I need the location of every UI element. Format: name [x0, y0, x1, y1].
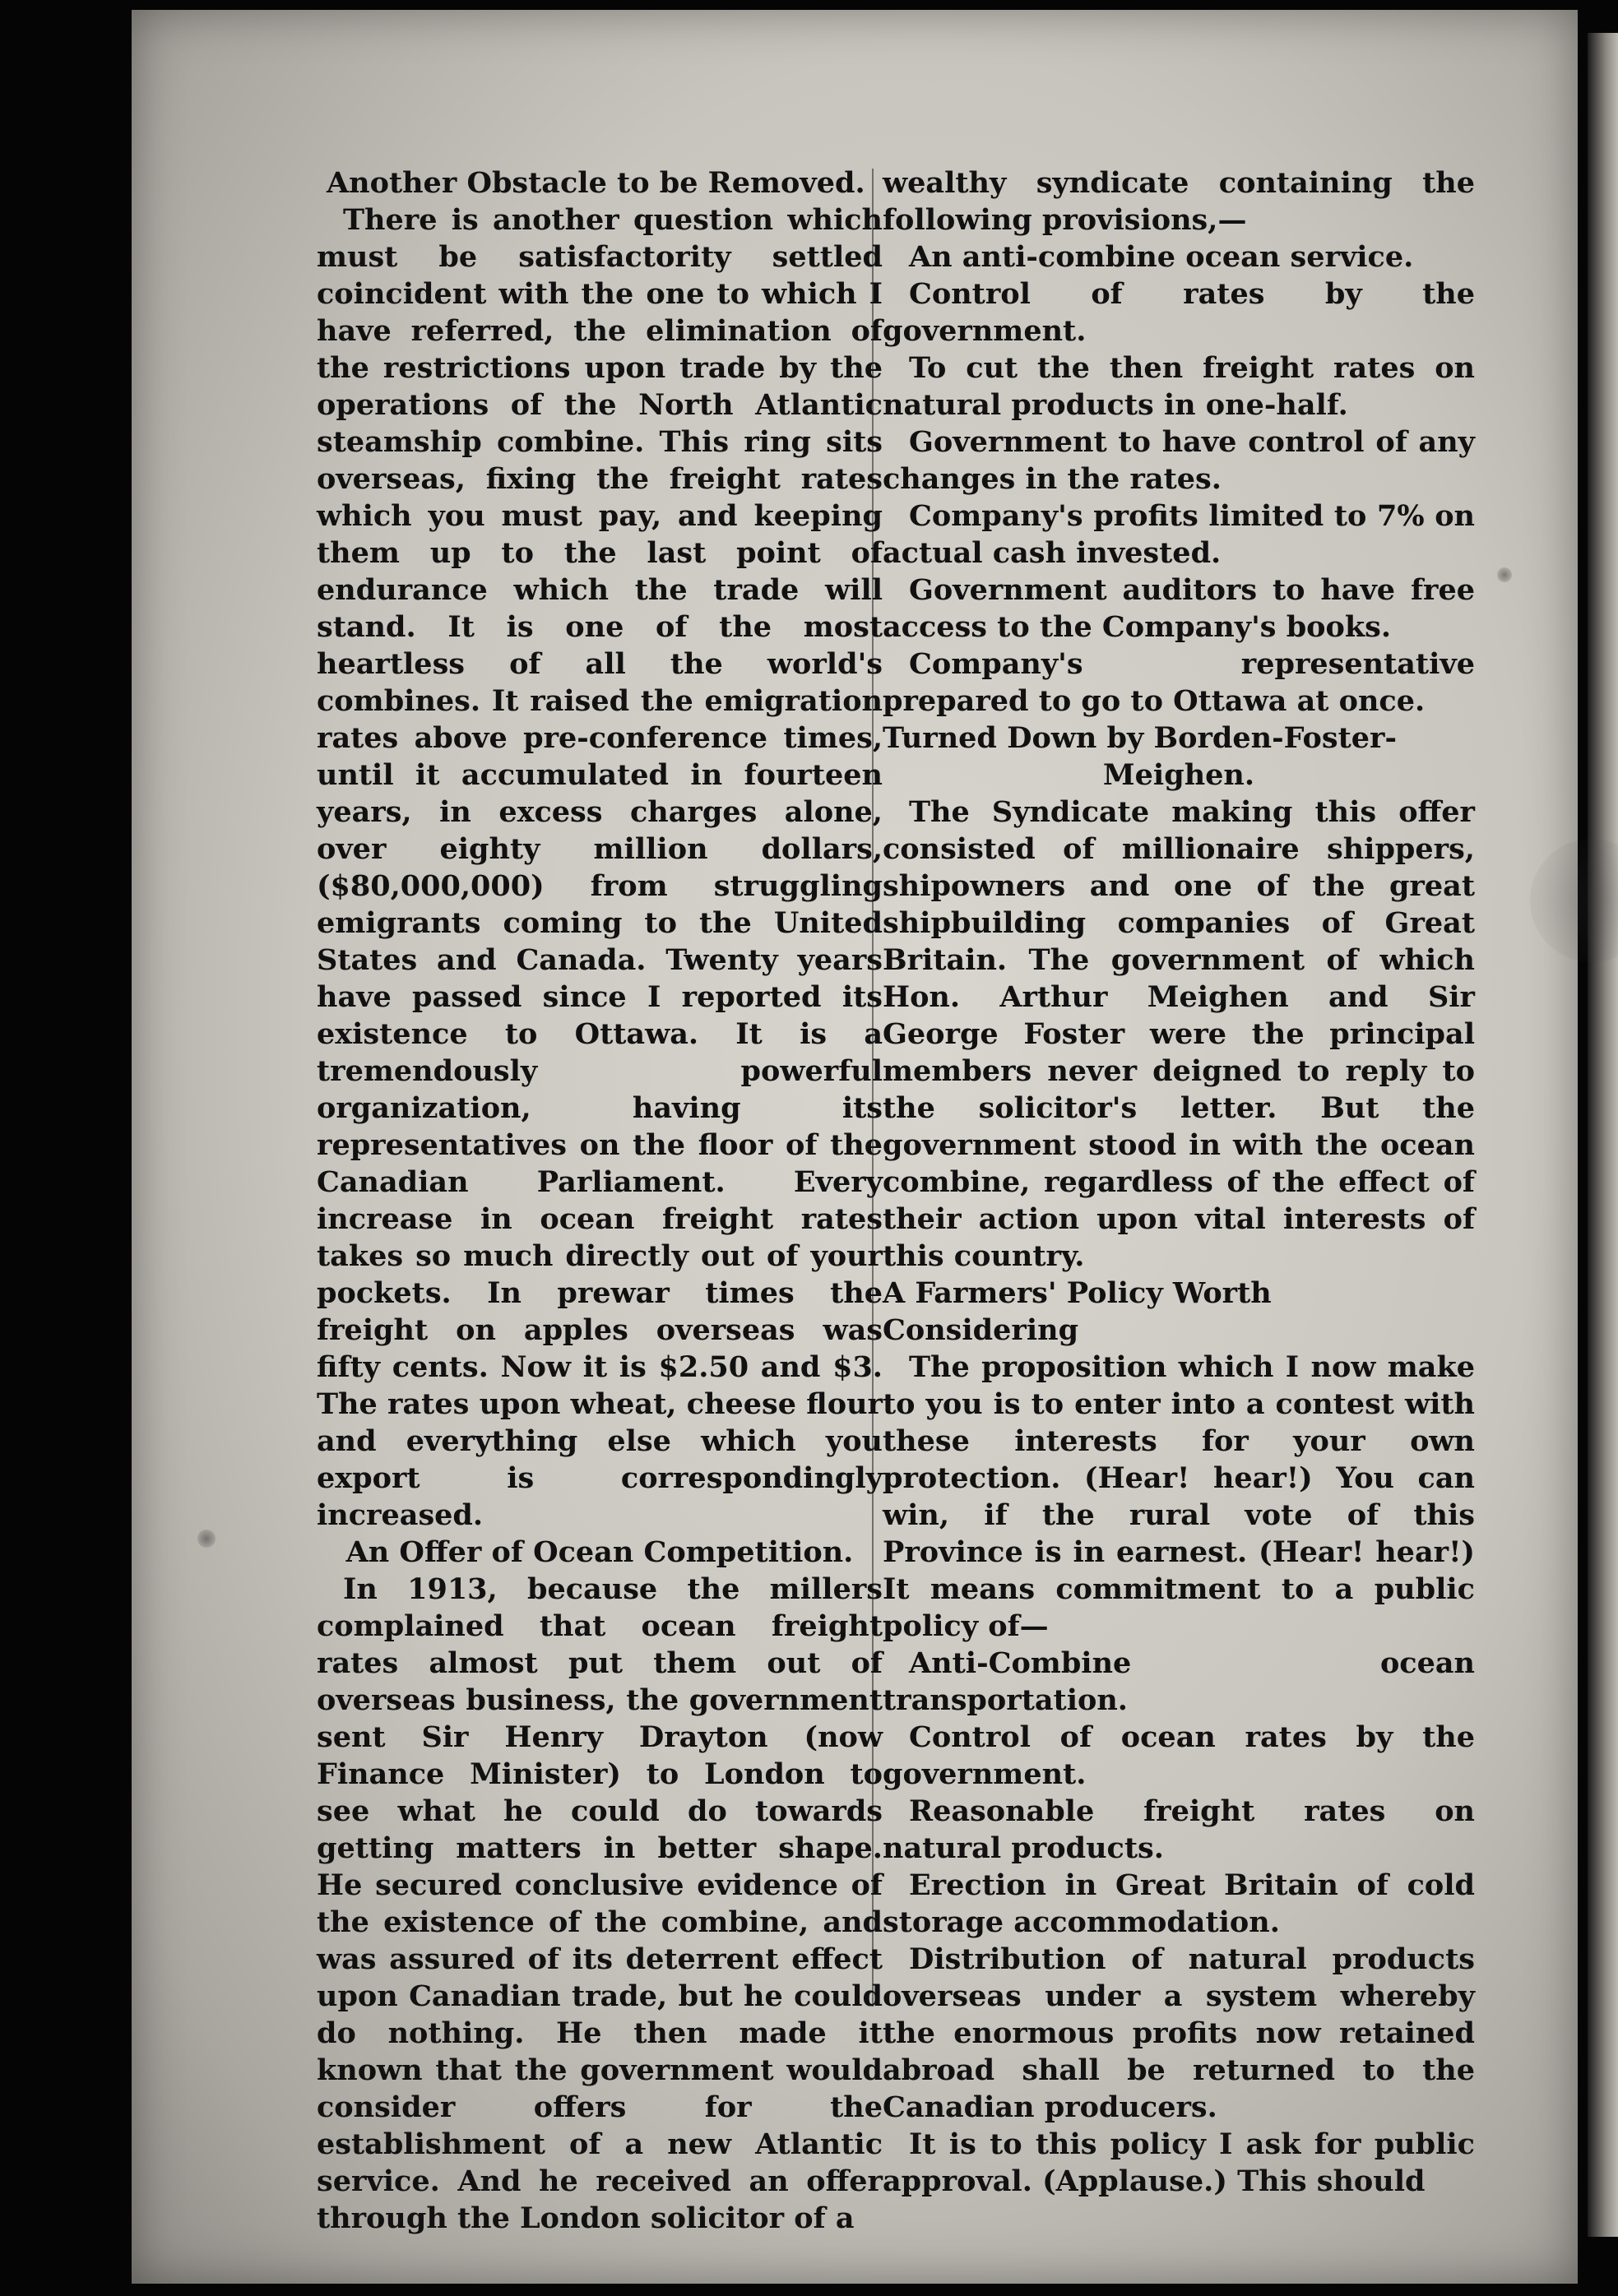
policy-item: Distribution of natural products overseas under a system whereby the enormous profits now retained abroad shall be returned to the Canadian producers.	[883, 1942, 1475, 2124]
provision-item: Company's profits limited to 7% on actual cash invested.	[883, 499, 1475, 570]
provision-item: Control of rates by the government.	[883, 277, 1475, 348]
policy-item: Anti-Combine ocean transportation.	[883, 1646, 1475, 1717]
ink-blot	[1497, 567, 1512, 582]
provision-item: Company's representative prepared to go to Ottawa at once.	[883, 647, 1475, 718]
provision-item: An anti-combine ocean service.	[909, 240, 1414, 274]
ink-blot	[197, 1530, 216, 1548]
policy-item: Control of ocean rates by the government.	[883, 1720, 1475, 1791]
paragraph: wealthy syndicate containing the following provisions,—	[883, 166, 1475, 237]
section-heading: A Farmers' Policy Worth Considering	[883, 1276, 1272, 1347]
paragraph: The proposition which I now make to you is to enter into a contest with these interests for your own protection. (Hear! hear!) You can win, if the rural vote of this Province is in earnest. (Hear! hear!) It means commitment to a public policy of—	[883, 1350, 1475, 1643]
policy-item: Erection in Great Britain of cold storage accommodation.	[883, 1868, 1475, 1939]
section-heading: An Offer of Ocean Competition.	[345, 1535, 854, 1569]
provision-item: Government auditors to have free access to the Company's books.	[883, 573, 1475, 644]
section-heading: Another Obstacle to be Removed.	[327, 166, 865, 200]
section-heading: Turned Down by Borden-Foster-	[883, 721, 1398, 755]
policy-item: Reasonable freight rates on natural products.	[883, 1794, 1475, 1865]
provision-item: Government to have control of any changes in the rates.	[883, 425, 1475, 496]
paragraph: It is to this policy I ask for public approval. (Applause.) This should	[883, 2127, 1475, 2198]
provision-item: To cut the then freight rates on natural products in one-half.	[883, 351, 1475, 422]
section-heading: Meighen.	[1102, 758, 1255, 792]
right-column	[883, 164, 1475, 2200]
paragraph: There is another question which must be satisfactority settled coincident with the one to which I have referred, the elimination of the restrictions upon trade by the operations of the North Atlantic steamship combine. This ring sits overseas, fixing the freight rates which you must pay, and keeping them up to the last point of endurance which the trade will stand. It is one of the most heartless of all the world's combines. It raised the emigration rates above pre-conference times, until it accumulated in fourteen years, in excess charges alone, over eighty million dollars, ($80,000,000) from struggling emigrants coming to the United States and Canada. Twenty years have passed since I reported its existence to Ottawa. It is a tremendously powerful organization, having its representatives on the floor of the Canadian Parliament. Every increase in ocean freight rates takes so much directly out of your pockets. In prewar times the freight on apples overseas was fifty cents. Now it is $2.50 and $3. The rates upon wheat, cheese flour and everything else which you export is correspondingly increased.	[317, 203, 883, 1532]
paragraph: In 1913, because the millers complained that ocean freight rates almost put them out of overseas business, the government sent Sir Henry Drayton (now Finance Minister) to London to see what he could do towards getting matters in better shape. He secured conclusive evidence of the existence of the combine, and was assured of its deterrent effect upon Canadian trade, but he could do nothing. He then made it known that the government would consider offers for the establishment of a new Atlantic service. And he received an offer through the London solicitor of a	[317, 1572, 883, 2235]
adjacent-page-edge	[1588, 33, 1618, 2237]
paragraph: The Syndicate making this offer consisted of millionaire shippers, shipowners and one of the great shipbuilding companies of Great Britain. The government of which Hon. Arthur Meighen and Sir George Foster were the principal members never deigned to reply to the solicitor's letter. But the government stood in with the ocean combine, regardless of the effect of their action upon vital interests of this country.	[883, 795, 1475, 1273]
left-column	[317, 164, 883, 2237]
